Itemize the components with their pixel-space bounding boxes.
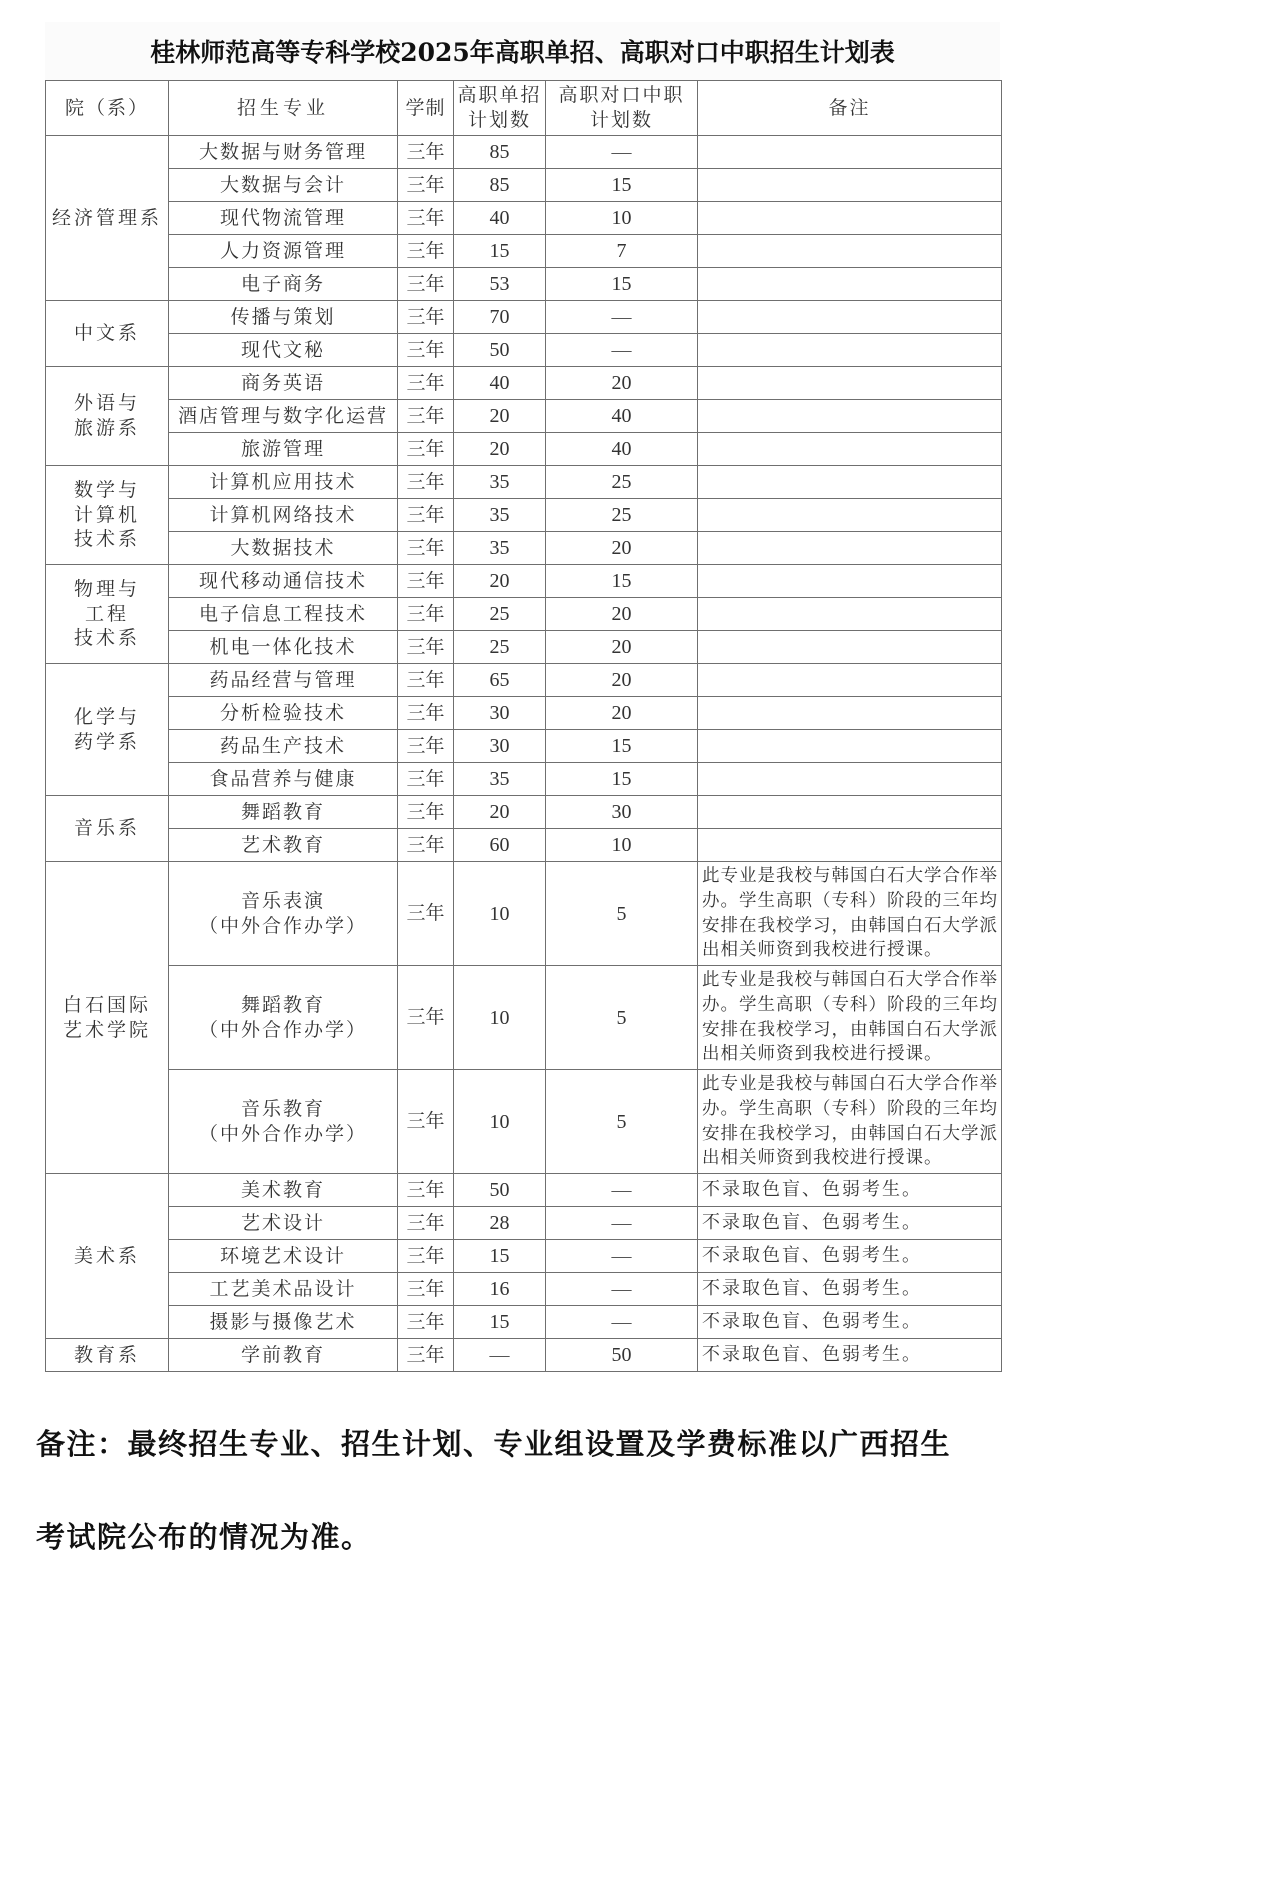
table-row xyxy=(46,966,1002,1070)
department-cell xyxy=(46,565,169,664)
table-row xyxy=(46,598,1002,631)
single-plan-count: 10 xyxy=(454,966,546,1070)
duration-cell: 三年 xyxy=(398,532,454,565)
single-plan-count: 40 xyxy=(454,367,546,400)
duration-cell: 三年 xyxy=(398,334,454,367)
major-name: 人力资源管理 xyxy=(219,239,346,262)
single-plan-count: 50 xyxy=(454,334,546,367)
remark-cell: 此专业是我校与韩国白石大学合作举办。学生高职（专科）阶段的三年均安排在我校学习，由韩国白石大学派出相关师资到我校进行授课。 xyxy=(698,1070,1002,1174)
vocational-plan-count: 10 xyxy=(546,829,698,862)
single-plan-count: — xyxy=(454,1339,546,1372)
table-row xyxy=(46,1240,1002,1273)
department-cell xyxy=(46,862,169,1174)
remark-cell xyxy=(698,565,1002,598)
major-cell xyxy=(169,466,398,499)
major-name: 药品经营与管理 xyxy=(209,668,357,691)
header-duration: 学制 xyxy=(398,81,454,136)
department-name: 美术系 xyxy=(73,1244,140,1267)
remark-cell xyxy=(698,268,1002,301)
major-cell xyxy=(169,1174,398,1207)
major-cell xyxy=(169,268,398,301)
duration-cell: 三年 xyxy=(398,862,454,966)
major-name: 药品生产技术 xyxy=(219,734,346,757)
single-plan-count: 20 xyxy=(454,565,546,598)
department-name-line: 工程 xyxy=(84,602,129,625)
table-row xyxy=(46,730,1002,763)
single-plan-count: 30 xyxy=(454,730,546,763)
department-name: 音乐系 xyxy=(73,817,140,840)
vocational-plan-count: — xyxy=(546,1174,698,1207)
major-cell xyxy=(169,532,398,565)
table-row xyxy=(46,532,1002,565)
table-row xyxy=(46,1306,1002,1339)
major-cell xyxy=(169,1273,398,1306)
major-cell xyxy=(169,1339,398,1372)
vocational-plan-count: 40 xyxy=(546,433,698,466)
remark-cell xyxy=(698,532,1002,565)
single-plan-count: 15 xyxy=(454,1306,546,1339)
major-name: 现代文秘 xyxy=(240,338,325,361)
title-band xyxy=(45,22,1000,80)
vocational-plan-count: 20 xyxy=(546,664,698,697)
remark-cell xyxy=(698,400,1002,433)
vocational-plan-count: — xyxy=(546,136,698,169)
department-name-line: 旅游系 xyxy=(73,417,140,439)
remark-cell xyxy=(698,169,1002,202)
header-single-plan-line1: 高职单招 xyxy=(457,84,542,107)
major-name: 食品营养与健康 xyxy=(209,767,357,790)
remark-cell xyxy=(698,598,1002,631)
single-plan-count: 35 xyxy=(454,532,546,565)
duration-cell: 三年 xyxy=(398,1273,454,1306)
table-row xyxy=(46,400,1002,433)
document-title: 桂林师范高等专科学校2025年高职单招、高职对口中职招生计划表 xyxy=(150,38,895,67)
major-name: 分析检验技术 xyxy=(219,701,346,724)
department-name-line: 技术系 xyxy=(73,528,140,551)
table-row xyxy=(46,565,1002,598)
table-row xyxy=(46,829,1002,862)
major-cell xyxy=(169,367,398,400)
major-name: 舞蹈教育 xyxy=(240,800,325,823)
single-plan-count: 15 xyxy=(454,235,546,268)
table-row xyxy=(46,1174,1002,1207)
remark-cell: 不录取色盲、色弱考生。 xyxy=(698,1240,1002,1273)
table-row xyxy=(46,763,1002,796)
table-row xyxy=(46,301,1002,334)
single-plan-count: 70 xyxy=(454,301,546,334)
duration-cell: 三年 xyxy=(398,400,454,433)
major-name: 环境艺术设计 xyxy=(219,1244,346,1267)
single-plan-count: 20 xyxy=(454,400,546,433)
duration-cell: 三年 xyxy=(398,1174,454,1207)
table-row xyxy=(46,631,1002,664)
single-plan-count: 85 xyxy=(454,136,546,169)
department-name-line: 化学与 xyxy=(73,705,140,728)
single-plan-count: 28 xyxy=(454,1207,546,1240)
table-row xyxy=(46,1070,1002,1174)
major-note: （中外合作办学） xyxy=(198,914,367,937)
major-cell xyxy=(169,664,398,697)
department-cell xyxy=(46,796,169,862)
major-name: 旅游管理 xyxy=(240,437,325,460)
remark-cell: 不录取色盲、色弱考生。 xyxy=(698,1207,1002,1240)
vocational-plan-count: — xyxy=(546,1240,698,1273)
remark-cell xyxy=(698,763,1002,796)
table-row xyxy=(46,1207,1002,1240)
department-name-line: 药学系 xyxy=(73,730,140,753)
single-plan-count: 10 xyxy=(454,1070,546,1174)
vocational-plan-count: 15 xyxy=(546,565,698,598)
department-name-line: 艺术学院 xyxy=(62,1018,151,1041)
duration-cell: 三年 xyxy=(398,763,454,796)
vocational-plan-count: 20 xyxy=(546,631,698,664)
major-cell xyxy=(169,499,398,532)
enrollment-plan-table xyxy=(45,80,1002,1372)
table-row xyxy=(46,367,1002,400)
department-name-line: 外语与 xyxy=(73,392,140,415)
vocational-plan-count: 25 xyxy=(546,499,698,532)
table-row xyxy=(46,796,1002,829)
table-row xyxy=(46,136,1002,169)
duration-cell: 三年 xyxy=(398,367,454,400)
vocational-plan-count: 50 xyxy=(546,1339,698,1372)
duration-cell: 三年 xyxy=(398,466,454,499)
table-row xyxy=(46,862,1002,966)
department-cell xyxy=(46,1339,169,1372)
remark-cell: 不录取色盲、色弱考生。 xyxy=(698,1174,1002,1207)
duration-cell: 三年 xyxy=(398,499,454,532)
duration-cell: 三年 xyxy=(398,235,454,268)
remark-cell xyxy=(698,466,1002,499)
remark-cell xyxy=(698,235,1002,268)
footnote-line-1: 备注：最终招生专业、招生计划、专业组设置及学费标准以广西招生 xyxy=(36,1427,952,1461)
header-single-plan-line2: 计划数 xyxy=(467,109,531,131)
duration-cell: 三年 xyxy=(398,1339,454,1372)
remark-cell xyxy=(698,136,1002,169)
duration-cell: 三年 xyxy=(398,268,454,301)
footnote xyxy=(36,1398,1266,1584)
vocational-plan-count: 15 xyxy=(546,763,698,796)
header-vocational-plan-line2: 计划数 xyxy=(589,109,653,131)
duration-cell: 三年 xyxy=(398,664,454,697)
remark-cell xyxy=(698,301,1002,334)
remark-cell xyxy=(698,829,1002,862)
duration-cell: 三年 xyxy=(398,598,454,631)
major-cell xyxy=(169,763,398,796)
remark-cell xyxy=(698,499,1002,532)
department-name: 经济管理系 xyxy=(51,206,162,229)
duration-cell: 三年 xyxy=(398,829,454,862)
major-cell xyxy=(169,796,398,829)
header-vocational-plan xyxy=(546,81,698,136)
major-name: 酒店管理与数字化运营 xyxy=(177,404,388,427)
single-plan-count: 35 xyxy=(454,466,546,499)
table-row xyxy=(46,334,1002,367)
vocational-plan-count: — xyxy=(546,1273,698,1306)
footnote-line-2: 考试院公布的情况为准。 xyxy=(36,1520,372,1554)
remark-cell xyxy=(698,730,1002,763)
department-cell xyxy=(46,301,169,367)
major-name: 电子信息工程技术 xyxy=(198,602,367,625)
single-plan-count: 10 xyxy=(454,862,546,966)
duration-cell: 三年 xyxy=(398,730,454,763)
department-name-line: 计算机 xyxy=(73,503,140,526)
department-cell xyxy=(46,1174,169,1339)
vocational-plan-count: 30 xyxy=(546,796,698,829)
remark-cell xyxy=(698,631,1002,664)
major-name: 现代物流管理 xyxy=(219,206,346,229)
major-name: 艺术教育 xyxy=(240,833,325,856)
duration-cell: 三年 xyxy=(398,631,454,664)
vocational-plan-count: 15 xyxy=(546,730,698,763)
duration-cell: 三年 xyxy=(398,1240,454,1273)
single-plan-count: 85 xyxy=(454,169,546,202)
header-department: 院（系） xyxy=(46,81,169,136)
remark-cell xyxy=(698,796,1002,829)
single-plan-count: 30 xyxy=(454,697,546,730)
remark-cell xyxy=(698,664,1002,697)
major-name: 现代移动通信技术 xyxy=(198,569,367,592)
department-name: 中文系 xyxy=(73,322,140,345)
major-cell xyxy=(169,966,398,1070)
duration-cell: 三年 xyxy=(398,301,454,334)
major-cell xyxy=(169,697,398,730)
remark-cell xyxy=(698,367,1002,400)
major-name: 工艺美术品设计 xyxy=(209,1277,357,1300)
major-cell xyxy=(169,1070,398,1174)
remark-cell xyxy=(698,697,1002,730)
duration-cell: 三年 xyxy=(398,565,454,598)
header-single-plan xyxy=(454,81,546,136)
major-cell xyxy=(169,235,398,268)
vocational-plan-count: 25 xyxy=(546,466,698,499)
duration-cell: 三年 xyxy=(398,169,454,202)
remark-cell xyxy=(698,334,1002,367)
vocational-plan-count: 5 xyxy=(546,862,698,966)
major-name: 舞蹈教育 xyxy=(240,993,325,1016)
remark-cell xyxy=(698,202,1002,235)
major-cell xyxy=(169,1240,398,1273)
major-name: 机电一体化技术 xyxy=(209,635,357,658)
duration-cell: 三年 xyxy=(398,796,454,829)
major-name: 学前教育 xyxy=(240,1343,325,1366)
vocational-plan-count: 20 xyxy=(546,598,698,631)
major-name: 大数据技术 xyxy=(230,536,336,559)
remark-cell: 不录取色盲、色弱考生。 xyxy=(698,1306,1002,1339)
major-cell xyxy=(169,334,398,367)
table-row xyxy=(46,202,1002,235)
table-body xyxy=(46,136,1002,1372)
single-plan-count: 25 xyxy=(454,598,546,631)
vocational-plan-count: 7 xyxy=(546,235,698,268)
major-name: 大数据与财务管理 xyxy=(198,140,367,163)
vocational-plan-count: 10 xyxy=(546,202,698,235)
single-plan-count: 20 xyxy=(454,796,546,829)
duration-cell: 三年 xyxy=(398,1207,454,1240)
major-cell xyxy=(169,301,398,334)
department-cell xyxy=(46,136,169,301)
major-note: （中外合作办学） xyxy=(198,1122,367,1145)
vocational-plan-count: — xyxy=(546,1306,698,1339)
major-cell xyxy=(169,136,398,169)
vocational-plan-count: — xyxy=(546,1207,698,1240)
table-row xyxy=(46,499,1002,532)
department-name-line: 数学与 xyxy=(73,478,140,501)
major-cell xyxy=(169,730,398,763)
department-cell xyxy=(46,466,169,565)
duration-cell: 三年 xyxy=(398,966,454,1070)
major-name: 计算机网络技术 xyxy=(209,503,357,526)
vocational-plan-count: 5 xyxy=(546,966,698,1070)
major-cell xyxy=(169,202,398,235)
vocational-plan-count: 5 xyxy=(546,1070,698,1174)
major-cell xyxy=(169,1306,398,1339)
single-plan-count: 40 xyxy=(454,202,546,235)
table-row xyxy=(46,1273,1002,1306)
major-cell xyxy=(169,862,398,966)
department-cell xyxy=(46,367,169,466)
vocational-plan-count: 15 xyxy=(546,169,698,202)
remark-cell: 不录取色盲、色弱考生。 xyxy=(698,1273,1002,1306)
vocational-plan-count: 20 xyxy=(546,367,698,400)
header-remarks: 备注 xyxy=(698,81,1002,136)
table-row xyxy=(46,268,1002,301)
department-cell xyxy=(46,664,169,796)
major-name: 音乐表演 xyxy=(240,889,325,912)
major-cell xyxy=(169,598,398,631)
major-name: 大数据与会计 xyxy=(219,173,346,196)
single-plan-count: 65 xyxy=(454,664,546,697)
major-note: （中外合作办学） xyxy=(198,1018,367,1041)
duration-cell: 三年 xyxy=(398,433,454,466)
major-name: 电子商务 xyxy=(240,272,325,295)
single-plan-count: 20 xyxy=(454,433,546,466)
table-row xyxy=(46,235,1002,268)
table-row xyxy=(46,466,1002,499)
duration-cell: 三年 xyxy=(398,136,454,169)
single-plan-count: 16 xyxy=(454,1273,546,1306)
remark-cell: 不录取色盲、色弱考生。 xyxy=(698,1339,1002,1372)
major-name: 计算机应用技术 xyxy=(209,470,357,493)
table-header-row xyxy=(46,81,1002,136)
major-cell xyxy=(169,631,398,664)
vocational-plan-count: 20 xyxy=(546,532,698,565)
major-cell xyxy=(169,1207,398,1240)
header-vocational-plan-line1: 高职对口中职 xyxy=(558,84,685,107)
major-cell xyxy=(169,169,398,202)
department-name-line: 技术系 xyxy=(73,627,140,650)
major-name: 艺术设计 xyxy=(240,1211,325,1234)
major-cell xyxy=(169,400,398,433)
remark-cell xyxy=(698,433,1002,466)
remark-cell: 此专业是我校与韩国白石大学合作举办。学生高职（专科）阶段的三年均安排在我校学习，由韩国白石大学派出相关师资到我校进行授课。 xyxy=(698,862,1002,966)
department-name-line: 白石国际 xyxy=(62,993,151,1016)
major-cell xyxy=(169,565,398,598)
major-name: 商务英语 xyxy=(240,371,325,394)
table-row xyxy=(46,697,1002,730)
duration-cell: 三年 xyxy=(398,1070,454,1174)
single-plan-count: 25 xyxy=(454,631,546,664)
table-row xyxy=(46,664,1002,697)
vocational-plan-count: 20 xyxy=(546,697,698,730)
duration-cell: 三年 xyxy=(398,202,454,235)
duration-cell: 三年 xyxy=(398,697,454,730)
single-plan-count: 15 xyxy=(454,1240,546,1273)
table-row xyxy=(46,1339,1002,1372)
major-cell xyxy=(169,433,398,466)
table-row xyxy=(46,433,1002,466)
vocational-plan-count: 40 xyxy=(546,400,698,433)
single-plan-count: 50 xyxy=(454,1174,546,1207)
major-name: 传播与策划 xyxy=(230,305,336,328)
vocational-plan-count: 15 xyxy=(546,268,698,301)
department-name: 教育系 xyxy=(73,1343,140,1366)
vocational-plan-count: — xyxy=(546,301,698,334)
remark-cell: 此专业是我校与韩国白石大学合作举办。学生高职（专科）阶段的三年均安排在我校学习，由韩国白石大学派出相关师资到我校进行授课。 xyxy=(698,966,1002,1070)
header-major: 招生专业 xyxy=(169,81,398,136)
single-plan-count: 35 xyxy=(454,499,546,532)
major-name: 美术教育 xyxy=(240,1178,325,1201)
major-name: 音乐教育 xyxy=(240,1097,325,1120)
vocational-plan-count: — xyxy=(546,334,698,367)
major-name: 摄影与摄像艺术 xyxy=(209,1310,357,1333)
single-plan-count: 60 xyxy=(454,829,546,862)
single-plan-count: 35 xyxy=(454,763,546,796)
major-cell xyxy=(169,829,398,862)
department-name-line: 物理与 xyxy=(73,577,140,600)
single-plan-count: 53 xyxy=(454,268,546,301)
duration-cell: 三年 xyxy=(398,1306,454,1339)
table-row xyxy=(46,169,1002,202)
